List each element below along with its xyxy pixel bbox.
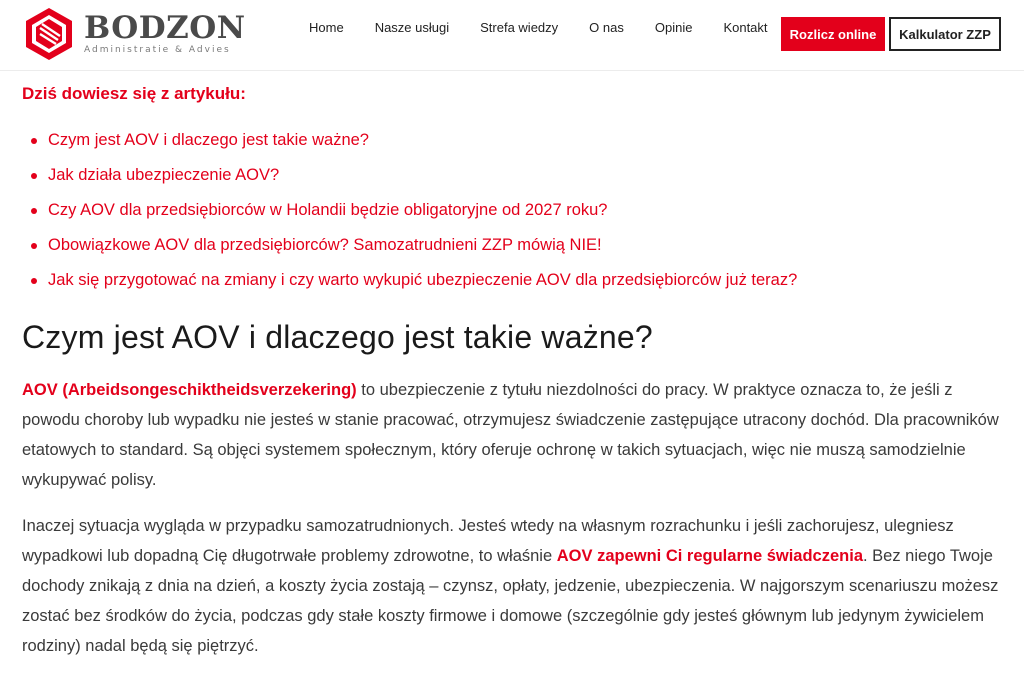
nav-services[interactable]: Nasze usługi [374, 20, 450, 35]
toc-link-label: Czy AOV dla przedsiębiorców w Holandii będzie obligatoryjne od 2027 roku? [48, 201, 608, 219]
paragraph-text: to ubezpieczenie z tytułu niezdolności do pracy. W praktyce oznacza to, że jeśli z powodu choroby lub wypadku nie jesteś w stanie pracować, otrzymujesz świadczenie zastępujące utracony dochód. Dla pracowników etatowych to standard. Są objęci systemem społecznym, który oferuje ochronę w takich sytuacjach, więc nie muszą samodzielnie wykupywać polisy. [22, 381, 999, 489]
settle-online-button[interactable]: Rozlicz online [781, 17, 885, 51]
paragraph-text: Inaczej sytuacja wygląda w przypadku samozatrudnionych. Jesteś wtedy na własnym rozrachunku i jeśli zachorujesz, ulegniesz wypadkowi lub dopadną Cię długotrwałe problemy zdrowotne, to właśnie [22, 517, 954, 565]
nav-home[interactable]: Home [309, 20, 344, 35]
nav-knowledge[interactable]: Strefa wiedzy [480, 20, 559, 35]
toc-link-label: Jak działa ubezpieczenie AOV? [48, 166, 280, 184]
toc-link-zzp-say-no[interactable] [22, 233, 1002, 268]
toc-link-prepare[interactable] [22, 268, 1002, 303]
brand-name: BODZON [84, 10, 246, 46]
article-paragraph-1 [22, 375, 1002, 495]
bodzon-logo-icon [22, 7, 76, 61]
toc-title: Dziś dowiesz się z artykułu: [22, 84, 246, 103]
toc-list [22, 128, 1002, 303]
toc-link-mandatory-2027[interactable] [22, 198, 1002, 233]
main-nav [300, 20, 799, 35]
nav-reviews[interactable]: Opinie [654, 20, 693, 35]
section-heading: Czym jest AOV i dlaczego jest takie ważne? [22, 319, 653, 355]
nav-about[interactable]: O nas [589, 20, 624, 35]
toc-link-label: Czym jest AOV i dlaczego jest takie ważne? [48, 131, 369, 149]
toc-link-label: Obowiązkowe AOV dla przedsiębiorców? Samozatrudnieni ZZP mówią NIE! [48, 236, 602, 254]
aov-benefit-highlight: AOV zapewni Ci regularne świadczenia [556, 547, 863, 565]
site-header [0, 0, 1024, 71]
toc-link-label: Jak się przygotować na zmiany i czy warto wykupić ubezpieczenie AOV dla przedsiębiorców już teraz? [48, 271, 798, 289]
article-content [22, 70, 1002, 661]
paragraph-text: . Bez niego Twoje dochody znikają z dnia na dzień, a koszty życia zostają – czynsz, opłaty, jedzenie, ubezpieczenia. W najgorszym scenariuszu możesz zostać bez środków do życia, podczas gdy stałe koszty firmowe i domowe (szczególnie gdy jesteś głównym lub jedynym żywicielem rodziny) nadal będą się piętrzyć. [22, 547, 999, 655]
brand-logo[interactable] [22, 6, 246, 62]
nav-contact[interactable]: Kontakt [723, 20, 768, 35]
toc-link-what-is-aov[interactable] [22, 128, 1002, 163]
zzp-calculator-button[interactable]: Kalkulator ZZP [889, 17, 1001, 51]
article-paragraph-2 [22, 511, 1002, 661]
toc-link-how-it-works[interactable] [22, 163, 1002, 198]
aov-definition-highlight: AOV (Arbeidsongeschiktheidsverzekering) [22, 381, 357, 399]
brand-tagline: Administratie & Advies [84, 45, 231, 55]
